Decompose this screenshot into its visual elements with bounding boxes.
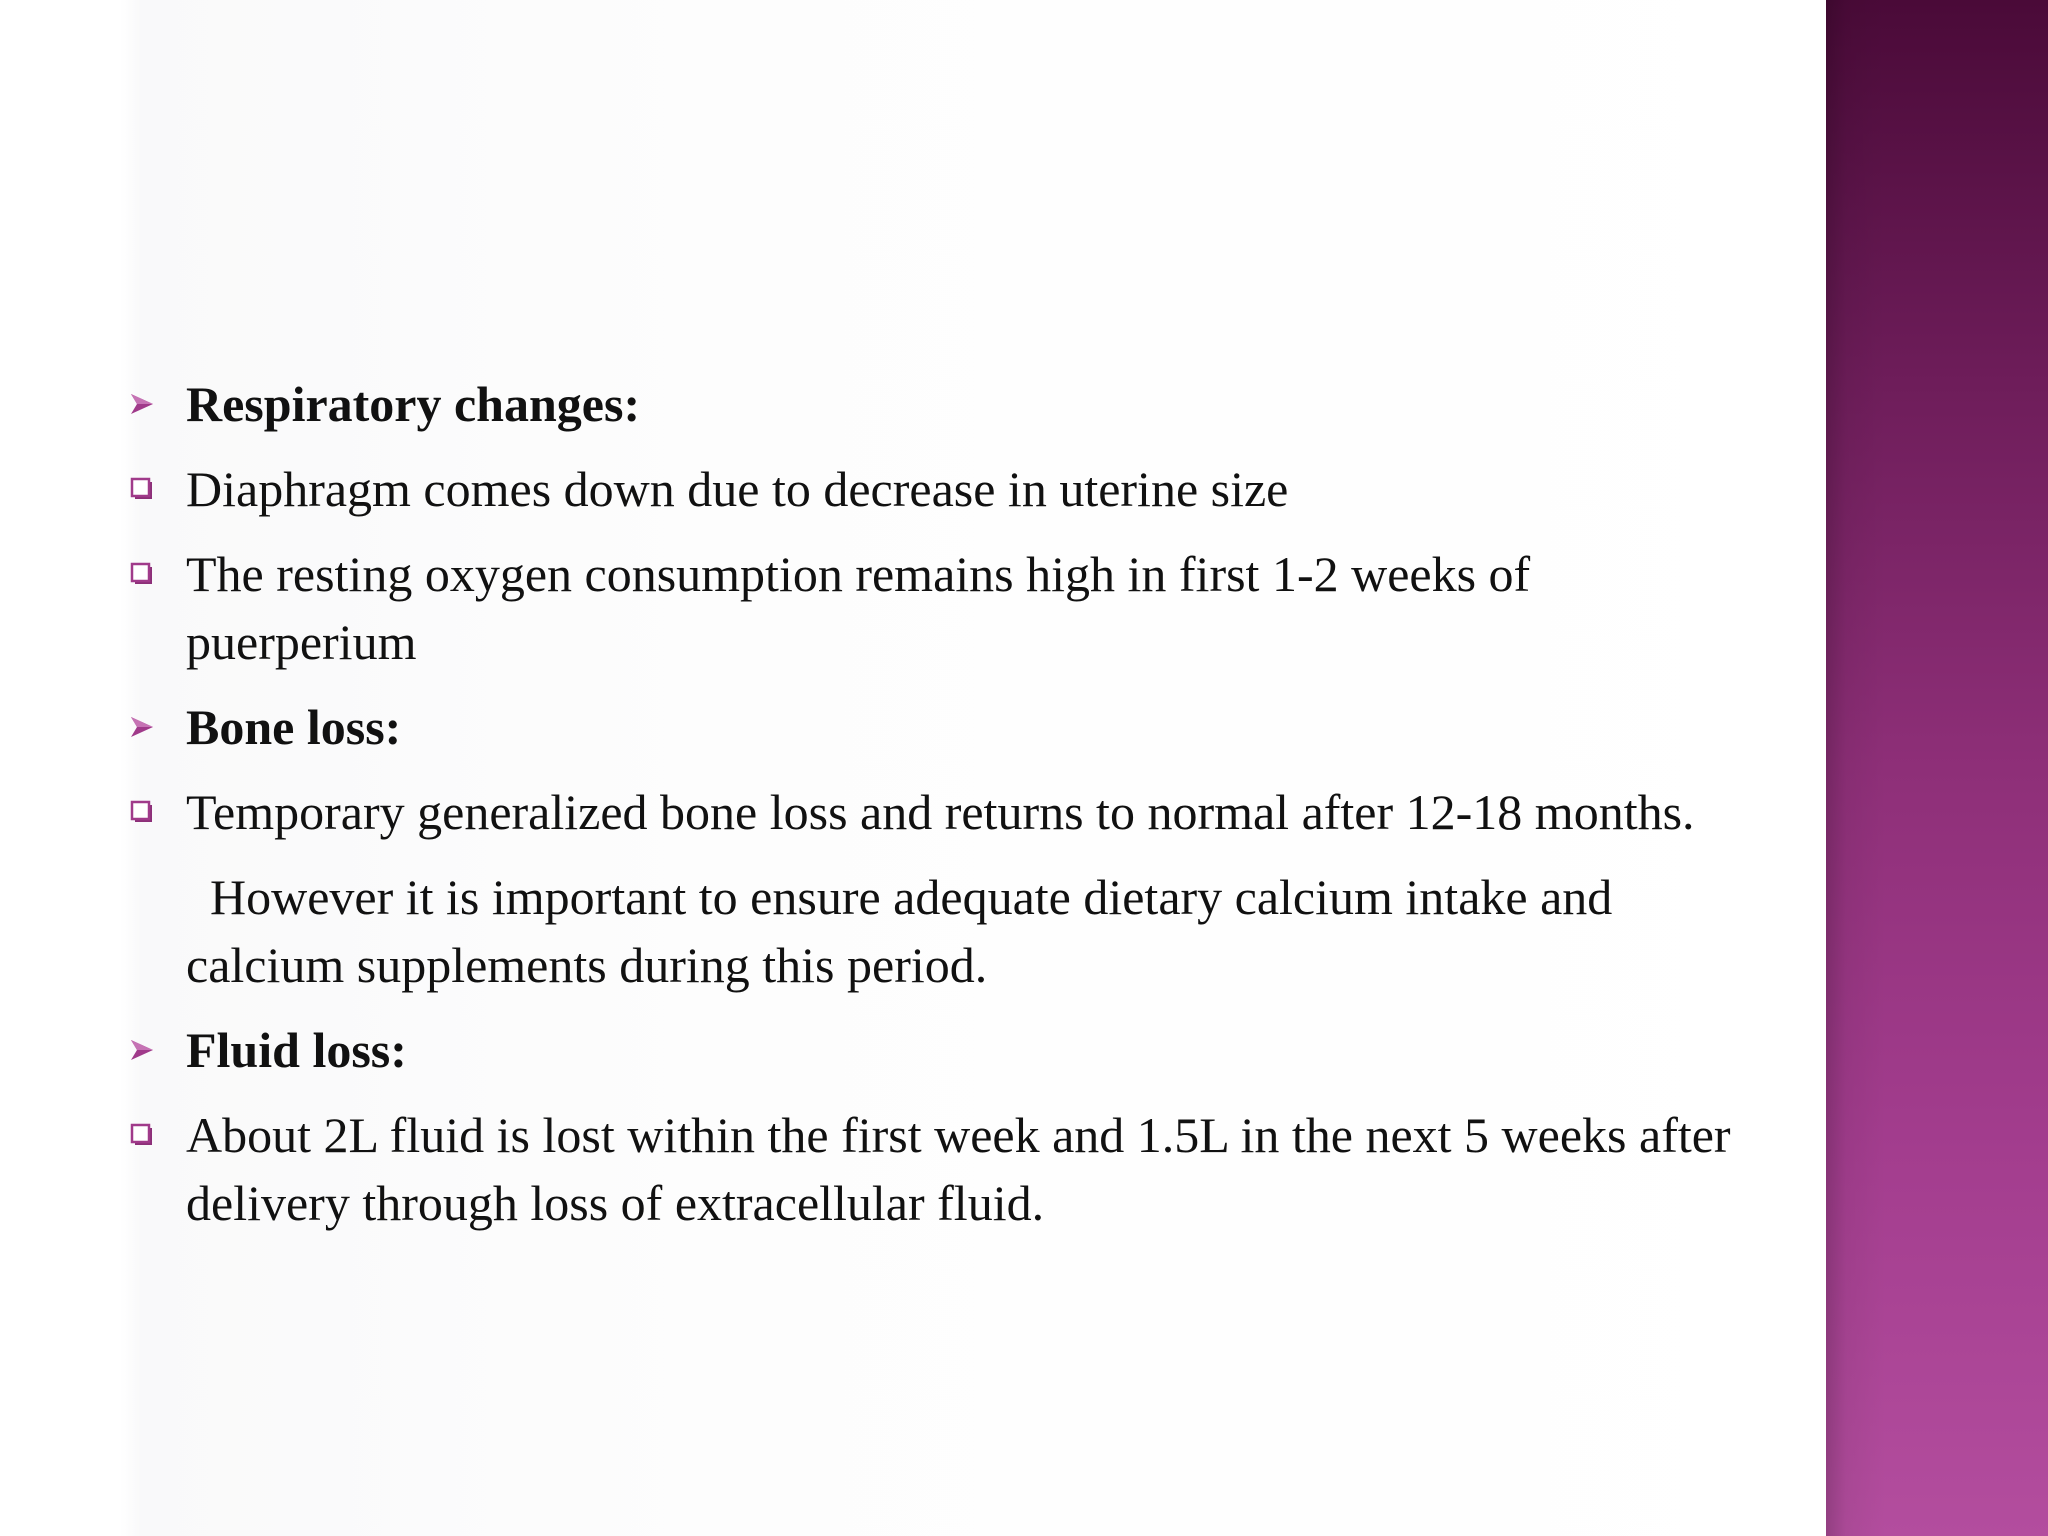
hollow-square-icon (122, 778, 162, 846)
note-text: However it is important to ensure adequate dietary calcium intake and calcium supplements during this period. (186, 869, 1613, 993)
list-item-diaphragm (0, 455, 1746, 523)
item-text: The resting oxygen consumption remains high in first 1-2 weeks of puerperium (186, 546, 1531, 670)
heading-respiratory-changes (0, 370, 1746, 438)
heading-fluid-loss (0, 1016, 1746, 1084)
bullet-list (0, 370, 1800, 1254)
hollow-square-icon (122, 455, 162, 523)
bone-loss-note (0, 863, 1746, 999)
list-item-bone-loss (0, 778, 1746, 846)
decorative-side-band (1826, 0, 2048, 1536)
item-text: About 2L fluid is lost within the first week and 1.5L in the next 5 weeks after delivery through loss of extracellular fluid. (186, 1107, 1731, 1231)
heading-text: Bone loss: (186, 699, 402, 755)
hollow-square-icon (122, 1101, 162, 1169)
list-item-oxygen-consumption (0, 540, 1746, 676)
arrowhead-icon (122, 370, 162, 438)
list-item-fluid-loss (0, 1101, 1746, 1237)
item-text: Temporary generalized bone loss and returns to normal after 12-18 months. (186, 784, 1695, 840)
heading-bone-loss (0, 693, 1746, 761)
arrowhead-icon (122, 693, 162, 761)
heading-text: Respiratory changes: (186, 376, 641, 432)
arrowhead-icon (122, 1016, 162, 1084)
heading-text: Fluid loss: (186, 1022, 407, 1078)
item-text: Diaphragm comes down due to decrease in uterine size (186, 461, 1289, 517)
hollow-square-icon (122, 540, 162, 608)
